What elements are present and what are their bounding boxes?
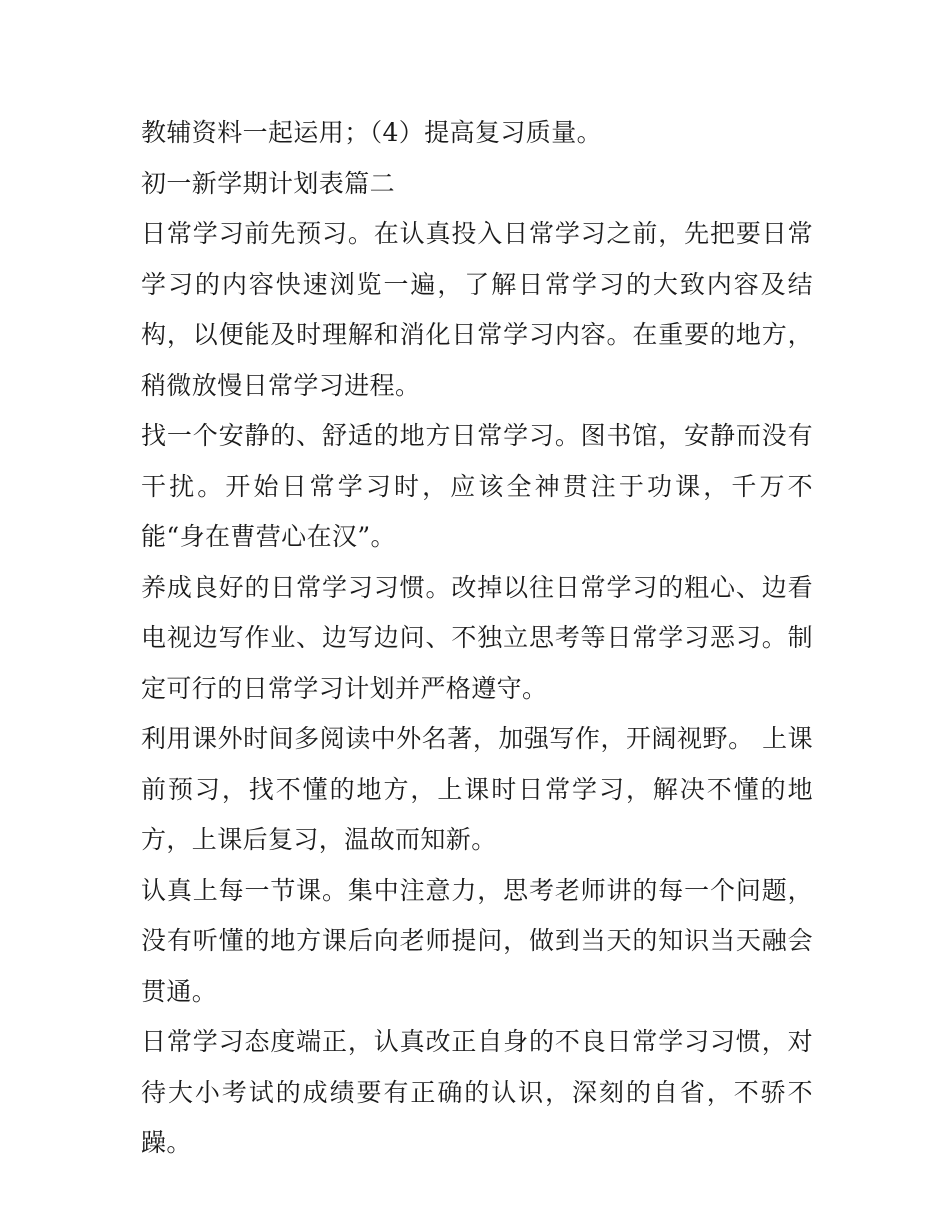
paragraph-attitude: 日常学习态度端正，认真改正自身的不良日常学习习惯，对待大小考试的成绩要有正确的认识，深刻的自省，不骄不躁。 — [141, 1027, 813, 1157]
section-heading: 初一新学期计划表篇二 — [141, 168, 396, 198]
paragraph-continuation: 教辅资料一起运用；（4）提高复习质量。 — [141, 118, 603, 147]
paragraph-each-class: 认真上每一节课。集中注意力，思考老师讲的每一个问题，没有听懂的地方课后向老师提问，做到当天的知识当天融会贯通。 — [141, 875, 813, 1006]
paragraph-reading: 利用课外时间多阅读中外名著，加强写作，开阔视野。 上课前预习，找不懂的地方，上课时日常学习，解决不懂的地方，上课后复习，温故而知新。 — [141, 724, 813, 854]
paragraph-quiet-place: 找一个安静的、舒适的地方日常学习。图书馆，安静而没有干扰。开始日常学习时，应该全神贯注于功课，千万不能“身在曹营心在汉”。 — [141, 421, 813, 551]
paragraph-preview: 日常学习前先预习。在认真投入日常学习之前，先把要日常学习的内容快速浏览一遍，了解日常学习的大致内容及结构，以便能及时理解和消化日常学习内容。在重要的地方，稍微放慢日常学习进程。 — [141, 219, 813, 400]
paragraph-good-habits: 养成良好的日常学习习惯。改掉以往日常学习的粗心、边看电视边写作业、边写边问、不独立思考等日常学习恶习。制定可行的日常学习计划并严格遵守。 — [141, 572, 813, 703]
document-body — [141, 108, 813, 1169]
